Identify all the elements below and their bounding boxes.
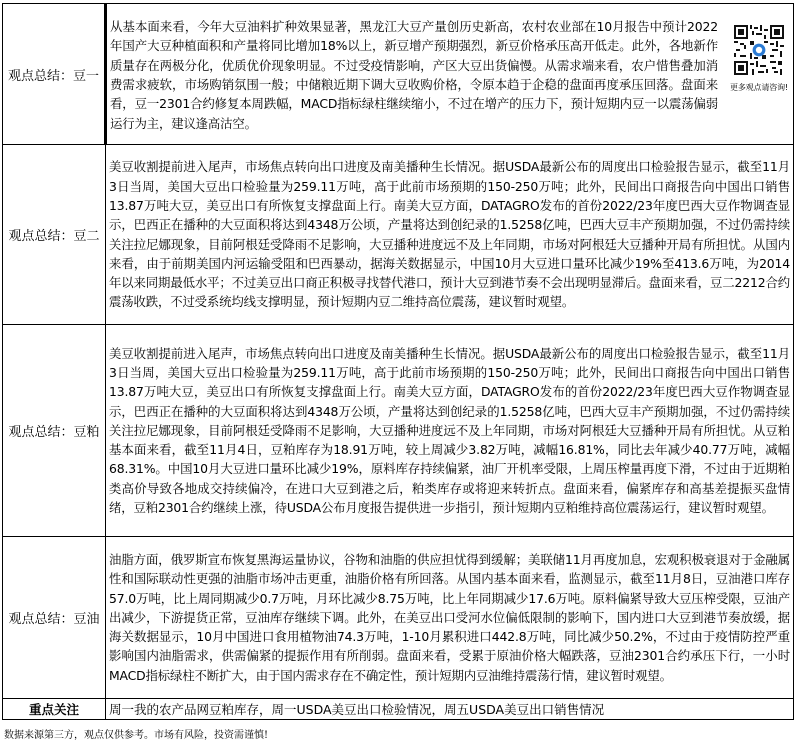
focus-text: 周一我的农产品网豆粕库存，周一USDA美豆出口检验情况，周五USDA美豆出口销售情况 (106, 699, 794, 720)
row-text: 美豆收割提前进入尾声，市场焦点转向出口进度及南美播种生长情况。据USDA最新公布的周度出口检验报告显示，截至11月3日当周，美国大豆出口检验量为259.11万吨，高于此前市场预期的150-250万吨；此外，民间出口商报告向中国出口销售13.87万吨大豆，美豆出口有所恢复支撑盘面上行。南美大豆方面，DATAGRO发布的首份2022/23年度巴西大豆作物调查显示，巴西正在播种的大豆面积将达到4348万公顷，产量将达到创纪录的1.5258亿吨，巴西大豆丰产预期加强，不过仍需持续关注拉尼娜现象，目前阿根廷受降雨不足影响，大豆播种进度远不及上年同期，市场对阿根廷大豆播种开局有所担忧。从国内来看，由于前期美国内河运输受阻和巴西暴动，据海关数据显示，中国10月大豆进口量环比减少19%至413.6万吨，为2014年以来同期最低水平；不过美豆出口商正积极寻找替代港口，预计大豆到港节奏不会出现明显滞后。盘面来看，豆二2212合约震荡收跌，不过受系统均线支撑明显，预计短期内豆二维持高位震荡，建议暂时观望。 (106, 145, 794, 325)
report-table (2, 3, 794, 720)
report-row-soy2 (3, 145, 794, 325)
row-text: 从基本面来看，今年大豆油料扩种效果显著，黑龙江大豆产量创历史新高，农村农业部在10月报告中预计2022年国产大豆种植面积和产量将同比增加18%以上，新豆增产预期强烈，新豆价格承压高开低走。此外，各地新作质量存在两极分化，优质优价现象明显。不过受疫情影响，产区大豆出货偏慢。从需求端来看，农户惜售叠加消费需求疲软，市场购销氛围一般；中储粮近期下调大豆收购价格，令原本趋于企稳的盘面再度承压回落。盘面来看，豆一2301合约修复本周跌幅，MACD指标绿柱继续缩小，不过在增产的压力下，预计短期内豆一以震荡偏弱运行为主，建议逢高沽空。 (110, 19, 718, 131)
row-label: 观点总结：豆油 (3, 537, 106, 699)
report-row-soymeal (3, 325, 794, 537)
report-row-focus (3, 699, 794, 720)
row-text: 油脂方面，俄罗斯宣布恢复黑海运量协议，谷物和油脂的供应担忧得到缓解；美联储11月再度加息，宏观积极衰退对于金融属性和国际联动性更强的油脂市场冲击更重，油脂价格有所回落。从国内基本面来看，监测显示，截至11月8日，豆油港口库存57.0万吨，比上周同期减少0.7万吨，月环比减少8.75万吨，比上年同期减少17.6万吨。原料偏紧导致大豆压榨受限，豆油产出减少，下游提货正常，豆油库存继续下调。此外，在美豆出口受河水位偏低限制的影响下，国内进口大豆到港节奏放缓，据海关数据显示，10月中国进口食用植物油74.3万吨，1-10月累积进口442.8万吨，同比减少50.2%，不过由于疫情防控严重影响国内油脂需求，供需偏紧的提振作用有所削弱。盘面来看，受累于原油价格大幅跌落，豆油2301合约承压下行，一小时MACD指标绿柱不断扩大，由于国内需求存在不确定性，预计短期内豆油维持震荡行情，建议暂时观望。 (106, 537, 794, 699)
row-label: 观点总结：豆粕 (3, 325, 106, 537)
row-label: 观点总结：豆一 (3, 4, 106, 145)
qr-code-icon (734, 25, 784, 75)
report-row-soy1 (3, 4, 794, 145)
row-text: 美豆收割提前进入尾声，市场焦点转向出口进度及南美播种生长情况。据USDA最新公布的周度出口检验报告显示，截至11月3日当周，美国大豆出口检验量为259.11万吨，高于此前市场预期的150-250万吨；此外，民间出口商报告向中国出口销售13.87万吨大豆，美豆出口有所恢复支撑盘面上行。南美大豆方面，DATAGRO发布的首份2022/23年度巴西大豆作物调查显示，巴西正在播种的大豆面积将达到4348万公顷，产量将达到创纪录的1.5258亿吨，巴西大豆丰产预期加强，不过仍需持续关注拉尼娜现象，目前阿根廷受降雨不足影响，大豆播种进度远不及上年同期，市场对阿根廷大豆播种开局有所担忧。从豆粕基本面来看，截至11月4日，豆粕库存为18.91万吨，较上周减少3.82万吨，减幅16.81%，同比去年减少40.77万吨，减幅68.31%。中国10月大豆进口量环比减少19%，原料库存持续偏紧，油厂开机率受限，上周压榨量再度下滑，不过由于近期粕类高价导致各地成交持续偏冷，在进口大豆到港之后，粕类库存或将迎来转折点。盘面来看，偏紧库存和高基差提振买盘情绪，豆粕2301合约继续上涨，待USDA公布月度报告提供进一步指引，预计短期内豆粕维持高位震荡运行，建议暂时观望。 (106, 325, 794, 537)
report-row-soyoil (3, 537, 794, 699)
qr-caption: 更多观点请咨询! (729, 83, 788, 93)
focus-label: 重点关注 (3, 699, 106, 720)
row-body (106, 4, 794, 145)
row-label: 观点总结：豆二 (3, 145, 106, 325)
qr-block (728, 15, 790, 93)
disclaimer-footer: 数据来源第三方，观点仅供参考。市场有风险，投资需谨慎! (4, 730, 269, 741)
